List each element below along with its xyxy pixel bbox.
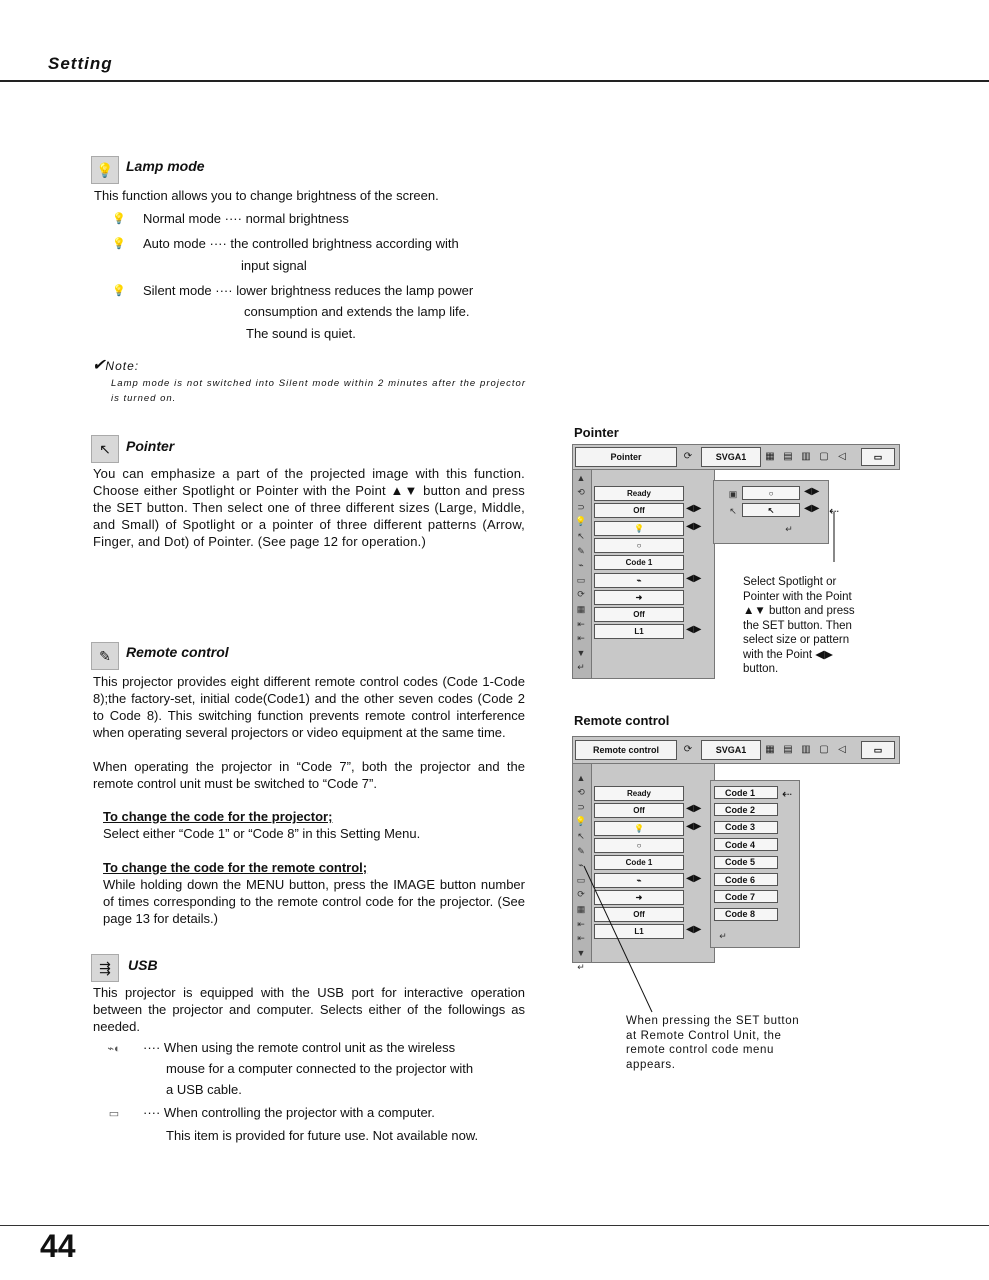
menu-row-arrows: ◀▶ [686, 503, 702, 515]
menu-row[interactable]: ○ [594, 838, 684, 853]
pointer-caption-line: Select Spotlight or [743, 576, 837, 588]
toolbar-icon-4: ▢ [819, 450, 829, 462]
lamp-normal-line-1: Normal mode ···· normal brightness [143, 211, 349, 226]
page-number: 44 [40, 1228, 76, 1264]
menu-row-arrows: ◀▶ [686, 572, 702, 584]
page-header-title: Setting [48, 54, 113, 73]
pointer-pattern-icon: ↖ [729, 505, 737, 516]
menu-row[interactable]: Off [594, 803, 684, 818]
usb-item2-line-1: ···· When controlling the projector with a computer. [143, 1105, 435, 1120]
lamp-mode-intro: This function allows you to change brightness of the screen. [94, 188, 439, 203]
menu-row[interactable]: Off [594, 907, 684, 922]
toolbar-icon-3: ▥ [801, 743, 811, 755]
remote-menu-source: SVGA1 [701, 740, 761, 760]
menu-row[interactable]: L1 [594, 924, 684, 939]
menu-row-arrows: ◀▶ [686, 803, 702, 815]
code-option[interactable]: Code 4 [714, 838, 778, 851]
menu-row[interactable]: Ready [594, 486, 684, 501]
usb-item2-line-2: This item is provided for future use. Not available now. [166, 1128, 479, 1143]
remote-sub1-title: To change the code for the projector; [103, 809, 333, 824]
menu-row[interactable]: Off [594, 503, 684, 518]
menu-row[interactable]: ⌁ [594, 873, 684, 888]
usb-item1-line-1: ···· When using the remote control unit as the wireless [143, 1040, 456, 1055]
code-option[interactable]: Code 2 [714, 803, 778, 816]
pointer-caption-line: ▲▼ button and press [743, 605, 855, 617]
pointer-menu-source: SVGA1 [701, 447, 761, 467]
lamp-silent-line-3: The sound is quiet. [246, 326, 356, 341]
menu-row[interactable]: 💡 [594, 521, 684, 536]
toolbar-icon-2: ▤ [783, 743, 793, 755]
menu-row[interactable]: Code 1 [594, 855, 684, 870]
figure-pointer-label: Pointer [574, 425, 619, 440]
remote-sub1-text: Select either “Code 1” or “Code 8” in this Setting Menu. [103, 826, 421, 841]
menu-side-icon[interactable]: ↖ [577, 530, 585, 541]
toolbar-icon-2: ▤ [783, 450, 793, 462]
code-option[interactable]: Code 1 [714, 786, 778, 799]
note-label-text: Note: [105, 359, 140, 373]
pointer-text: You can emphasize a part of the projected image with this function. Choose either Spotlight or Pointer with the Point ▲▼ button and press the SET button. Then select one of three different sizes (Large, Middle, and Small) of Spotlight or a pointer of three different patterns (Arrow, Finger, and Dot) of Pointer. (See page 12 for operation.) [93, 466, 525, 549]
menu-row[interactable]: Code 1 [594, 555, 684, 570]
menu-side-icon[interactable]: 💡 [575, 516, 587, 527]
lamp-icon: 💡 [91, 156, 119, 184]
menu-row[interactable]: Off [594, 607, 684, 622]
menu-row[interactable]: Ready [594, 786, 684, 801]
menu-side-icon[interactable]: ↖ [577, 830, 585, 841]
menu-side-icon[interactable]: ▼ [576, 948, 586, 959]
remote-pencil-icon: ✎ [91, 642, 119, 670]
menu-row-arrows: ◀▶ [686, 624, 702, 636]
code-submenu-exit-icon: ↵ [719, 930, 727, 941]
code-option[interactable]: Code 6 [714, 873, 778, 886]
remote-sub2-text: While holding down the MENU button, press the IMAGE button number of times corresponding to the remote control code for the projector. (See page 13 for details.) [103, 877, 525, 926]
auto-lamp-icon: 💡 [112, 237, 126, 250]
exit-icon: ▭ [861, 448, 895, 466]
remote-caption-line: When pressing the SET button [626, 1015, 800, 1027]
code-option[interactable]: Code 7 [714, 890, 778, 903]
code-option[interactable]: Code 8 [714, 908, 778, 921]
figure-remote-label: Remote control [574, 713, 670, 728]
pointer-caption-line: Pointer with the Point [743, 590, 852, 603]
pointer-title: Pointer [126, 438, 175, 454]
menu-side-icon[interactable]: ▦ [576, 903, 586, 914]
code-option[interactable]: Code 5 [714, 856, 778, 869]
speaker-icon: ◁ [838, 743, 846, 755]
silent-lamp-icon: 💡 [112, 284, 126, 297]
toolbar-icon-1: ▦ [765, 450, 775, 462]
menu-side-icon[interactable]: ⇤ [577, 933, 585, 944]
remote-callout-line [584, 866, 652, 1012]
remote-menu-title: Remote control [575, 740, 677, 760]
spotlight-arrows: ◀▶ [804, 486, 820, 497]
menu-side-icon[interactable]: ▲ [576, 473, 586, 483]
submenu-exit-icon: ↵ [785, 523, 793, 534]
menu-side-icon[interactable]: ▦ [576, 603, 586, 614]
pointer-caption-line: the SET button. Then [743, 619, 852, 632]
remote-text-2: When operating the projector in “Code 7”, both the projector and the remote control unit must be switched to “Code 7”. [93, 759, 525, 791]
menu-row-arrows: ◀▶ [686, 520, 702, 532]
remote-hand-cursor: ⇠ [782, 787, 793, 801]
note-label: ✔Note: [92, 357, 140, 374]
remote-caption-line: at Remote Control Unit, the [626, 1029, 782, 1042]
menu-side-icon[interactable]: ✎ [577, 545, 585, 556]
pointer-caption-line: button. [743, 663, 779, 675]
menu-side-icon[interactable]: ▭ [576, 574, 586, 585]
menu-row-arrows: ◀▶ [686, 820, 702, 832]
usb-item1-line-3: a USB cable. [166, 1082, 242, 1097]
menu-row-arrows: ◀▶ [686, 872, 702, 884]
remote-caption-line: appears. [626, 1058, 676, 1071]
menu-side-icon[interactable]: ⊃ [577, 501, 585, 512]
menu-side-icon[interactable]: ⌁ [578, 860, 584, 871]
menu-row[interactable]: ○ [594, 538, 684, 553]
menu-row[interactable]: ➜ [594, 590, 684, 605]
usb-title: USB [128, 957, 158, 973]
lamp-mode-title: Lamp mode [126, 158, 205, 174]
menu-side-icon[interactable]: ⌁ [578, 560, 584, 571]
menu-side-icon[interactable]: ↵ [577, 662, 585, 673]
menu-side-icon[interactable]: ▲ [576, 773, 586, 783]
menu-side-icon[interactable]: ⊃ [577, 801, 585, 812]
pointer-pattern-arrows: ◀▶ [804, 503, 820, 514]
computer-icon: ▭ [108, 1107, 120, 1120]
menu-side-icon[interactable]: ⟳ [577, 889, 585, 900]
exit-icon: ▭ [861, 741, 895, 759]
lamp-silent-line-2: consumption and extends the lamp life. [244, 304, 470, 319]
code-option[interactable]: Code 3 [714, 821, 778, 834]
menu-side-icon[interactable]: ▭ [576, 874, 586, 885]
usb-text: This projector is equipped with the USB port for interactive operation between the projector and computer. Selects either of the followings as needed. [93, 985, 525, 1034]
refresh-icon: ⟳ [683, 450, 693, 462]
lamp-silent-line-1: Silent mode ···· lower brightness reduces the lamp power [143, 283, 474, 298]
spotlight-icon: ▣ [728, 488, 738, 499]
toolbar-icon-4: ▢ [819, 743, 829, 755]
pointer-caption-line: select size or pattern [743, 634, 850, 646]
spotlight-size-box: ○ [742, 486, 800, 500]
menu-row[interactable]: ⌁ [594, 573, 684, 588]
note-text: Lamp mode is not switched into Silent mode within 2 minutes after the projector is turned on. [111, 378, 526, 404]
menu-side-icon[interactable]: ⟲ [577, 787, 585, 798]
pointer-hand-cursor: ⇠ [829, 504, 840, 518]
remote-text-1: This projector provides eight different remote control codes (Code 1-Code 8);the factory-set, initial code(Code1) and the other seven codes (Code 2 to Code 8). This switching function prevents remote control interference when operating several projectors or video equipment at the same time. [93, 674, 525, 740]
menu-side-icon[interactable]: ⟲ [577, 487, 585, 498]
toolbar-icon-1: ▦ [765, 743, 775, 755]
usb-item1-line-2: mouse for a computer connected to the projector with [166, 1061, 474, 1076]
pointer-menu-title: Pointer [575, 447, 677, 467]
refresh-icon: ⟳ [683, 743, 693, 755]
menu-side-icon[interactable]: ⇤ [577, 633, 585, 644]
lamp-auto-line-1: Auto mode ···· the controlled brightness according with [143, 236, 459, 251]
menu-row-arrows: ◀▶ [686, 924, 702, 936]
toolbar-icon-3: ▥ [801, 450, 811, 462]
usb-icon: ⇶ [91, 954, 119, 982]
wireless-mouse-icon: ⌁◐ [107, 1042, 121, 1055]
menu-side-icon[interactable]: ✎ [577, 845, 585, 856]
menu-side-icon[interactable]: 💡 [575, 816, 587, 827]
pointer-arrow-icon: ↖ [91, 435, 119, 463]
menu-side-icon[interactable]: ↵ [577, 962, 585, 973]
menu-row[interactable]: ➜ [594, 890, 684, 905]
menu-side-icon[interactable]: ▼ [576, 648, 586, 659]
menu-row[interactable]: L1 [594, 624, 684, 639]
speaker-icon: ◁ [838, 450, 846, 462]
pointer-caption-line: with the Point ◀▶ [743, 648, 833, 661]
menu-row[interactable]: 💡 [594, 821, 684, 836]
lamp-auto-line-2: input signal [241, 258, 307, 273]
pointer-pattern-box: ↖ [742, 503, 800, 517]
menu-side-icon[interactable]: ⇤ [577, 618, 585, 629]
remote-control-title: Remote control [126, 644, 229, 660]
footer-rule [0, 1225, 989, 1226]
normal-lamp-icon: 💡 [112, 212, 126, 225]
menu-side-icon[interactable]: ⇤ [577, 918, 585, 929]
remote-sub2-title: To change the code for the remote control; [103, 860, 368, 875]
remote-caption-line: remote control code menu [626, 1044, 774, 1056]
menu-side-icon[interactable]: ⟳ [577, 589, 585, 600]
